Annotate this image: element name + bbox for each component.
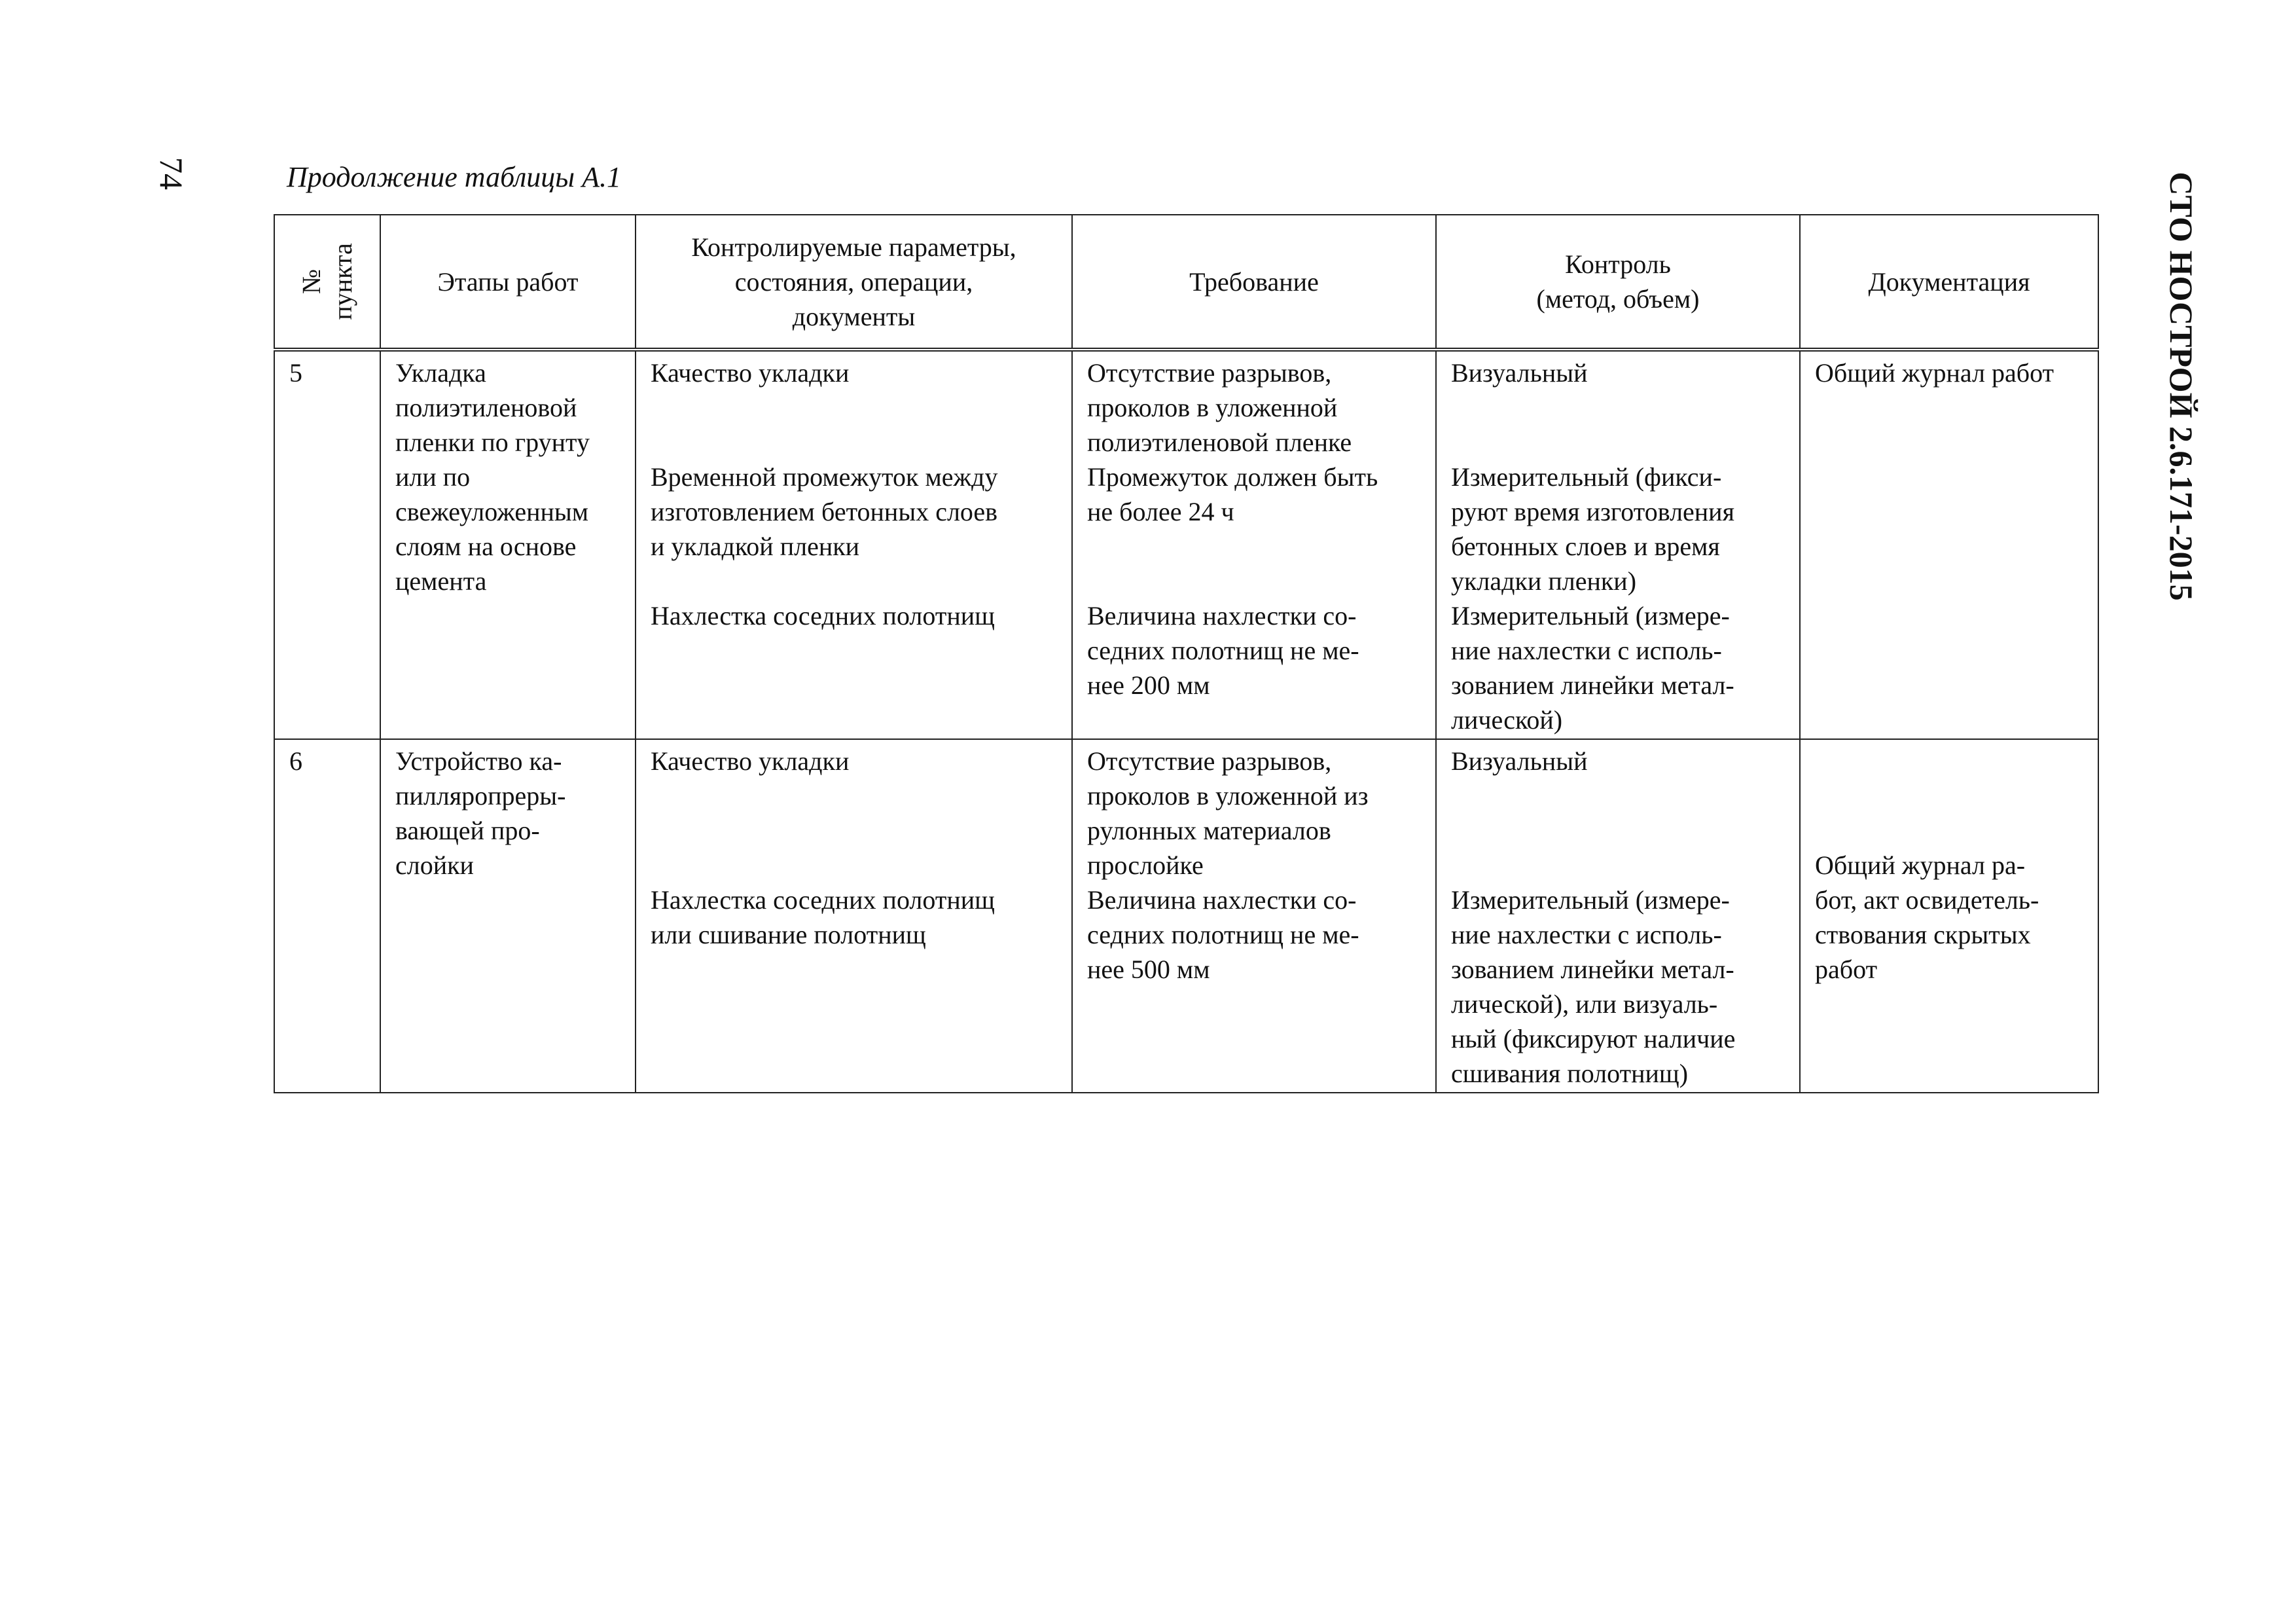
- row-documentation: Общий журнал работ: [1800, 350, 2098, 739]
- table-caption: Продолжение таблицы А.1: [287, 161, 621, 193]
- row-stage: Устройство ка- пилляропреры- вающей про- слойки: [380, 739, 636, 1093]
- header-params: Контролируемые параметры, состояния, операции, документы: [636, 215, 1072, 350]
- row-params: Качество укладки Нахлестка соседних полотнищ или сшивание полотнищ: [636, 739, 1072, 1093]
- requirements-table: [274, 214, 2099, 1093]
- header-requirement: Требование: [1072, 215, 1436, 350]
- row-number: 5: [274, 350, 380, 739]
- table-header: [274, 215, 2098, 350]
- header-item-number: № пункта: [274, 215, 380, 350]
- header-row: [274, 215, 2098, 350]
- row-control: Визуальный Измерительный (измере- ние нахлестки с исполь- зованием линейки метал- лической), или визуаль- ный (фиксируют наличие сшивания полотнищ): [1436, 739, 1800, 1093]
- row-documentation: Общий журнал ра- бот, акт освидетель- ствования скрытых работ: [1800, 739, 2098, 1093]
- row-requirement: Отсутствие разрывов, проколов в уложенной из рулонных материалов прослойке Величина нахлестки со- седних полотнищ не ме- нее 500 мм: [1072, 739, 1436, 1093]
- header-stages: Этапы работ: [380, 215, 636, 350]
- header-control: Контроль (метод, объем): [1436, 215, 1800, 350]
- table-row: [274, 350, 2098, 739]
- row-params: Качество укладки Временной промежуток между изготовлением бетонных слоев и укладкой пленки Нахлестка соседних полотнищ: [636, 350, 1072, 739]
- row-number: 6: [274, 739, 380, 1093]
- table-row: [274, 739, 2098, 1093]
- row-requirement: Отсутствие разрывов, проколов в уложенной полиэтиленовой пленке Промежуток должен быть не более 24 ч Величина нахлестки со- седних полотнищ не ме- нее 200 мм: [1072, 350, 1436, 739]
- row-stage: Укладка полиэтиленовой пленки по грунту или по свежеуложенным слоям на основе цемента: [380, 350, 636, 739]
- row-control: Визуальный Измерительный (фикси- руют время изготовления бетонных слоев и время укладки пленки) Измерительный (измере- ние нахлестки с исполь- зованием линейки метал- лической): [1436, 350, 1800, 739]
- header-documentation: Документация: [1800, 215, 2098, 350]
